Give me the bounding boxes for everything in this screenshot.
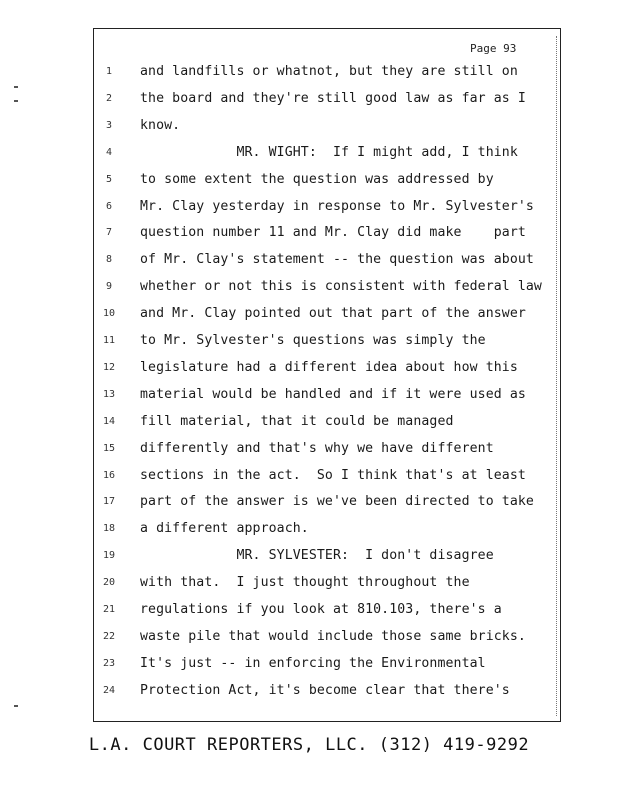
scan-margin-mark bbox=[14, 705, 18, 707]
transcript-line: and landfills or whatnot, but they are still on bbox=[140, 64, 518, 79]
transcript-line: legislature had a different idea about how this bbox=[140, 359, 518, 375]
line-number: 3 bbox=[105, 119, 113, 131]
line-number: 21 bbox=[102, 604, 116, 615]
transcript-line: question number 11 and Mr. Clay did make part bbox=[140, 225, 526, 241]
line-number: 10 bbox=[102, 308, 116, 320]
transcript-line: Mr. Clay yesterday in response to Mr. Sylvester's bbox=[140, 198, 534, 214]
court-reporter-footer: L.A. COURT REPORTERS, LLC. (312) 419-9292 bbox=[88, 735, 530, 755]
transcript-line: fill material, that it could be managed bbox=[140, 413, 454, 429]
transcript-line: regulations if you look at 810.103, there's a bbox=[140, 602, 502, 617]
transcript-line: whether or not this is consistent with federal law bbox=[140, 279, 542, 295]
transcript-line: and Mr. Clay pointed out that part of the answer bbox=[140, 306, 526, 322]
line-number: 13 bbox=[102, 388, 116, 400]
line-number: 19 bbox=[102, 550, 116, 562]
line-number: 14 bbox=[102, 415, 116, 427]
line-number: 17 bbox=[102, 496, 116, 508]
line-number: 23 bbox=[102, 657, 116, 669]
transcript-line: with that. I just thought throughout the bbox=[140, 575, 470, 591]
transcript-line: to Mr. Sylvester's questions was simply the bbox=[140, 333, 486, 348]
transcript-line: sections in the act. So I think that's at least bbox=[140, 467, 526, 483]
line-number: 7 bbox=[105, 227, 113, 239]
scan-margin-mark bbox=[14, 100, 18, 102]
line-number: 4 bbox=[105, 146, 113, 158]
transcript-line: Protection Act, it's become clear that there's bbox=[140, 682, 510, 698]
transcript-line: It's just -- in enforcing the Environmental bbox=[140, 655, 486, 671]
line-number: 8 bbox=[105, 254, 113, 266]
line-number: 9 bbox=[105, 281, 113, 293]
transcript-line: a different approach. bbox=[140, 521, 309, 537]
line-number: 15 bbox=[102, 442, 116, 454]
right-margin-rule bbox=[556, 36, 558, 716]
line-number: 5 bbox=[105, 173, 113, 185]
line-number: 12 bbox=[102, 361, 116, 373]
line-number: 2 bbox=[105, 92, 113, 104]
transcript-line: the board and they're still good law as far as I bbox=[140, 90, 526, 106]
line-number: 18 bbox=[102, 523, 116, 535]
line-number: 22 bbox=[102, 630, 116, 642]
transcript-line: to some extent the question was addressed by bbox=[140, 171, 494, 187]
transcript-line: part of the answer is we've been directed to take bbox=[140, 494, 534, 510]
line-number: 6 bbox=[105, 200, 113, 212]
scan-margin-mark bbox=[14, 86, 18, 88]
line-number: 20 bbox=[102, 577, 116, 589]
transcript-line: MR. WIGHT: If I might add, I think bbox=[140, 144, 518, 160]
line-number: 24 bbox=[102, 684, 116, 696]
transcript-line: know. bbox=[140, 117, 181, 133]
line-number: 16 bbox=[102, 469, 116, 481]
line-number: 1 bbox=[105, 66, 113, 77]
page-number: Page 93 bbox=[470, 42, 517, 55]
transcript-line: MR. SYLVESTER: I don't disagree bbox=[140, 548, 494, 564]
transcript-line: of Mr. Clay's statement -- the question was about bbox=[140, 252, 534, 268]
transcript-line: waste pile that would include those same bricks. bbox=[140, 628, 526, 644]
transcript-line: differently and that's why we have different bbox=[140, 440, 494, 456]
transcript-line: material would be handled and if it were used as bbox=[140, 386, 526, 402]
line-number: 11 bbox=[102, 335, 116, 346]
